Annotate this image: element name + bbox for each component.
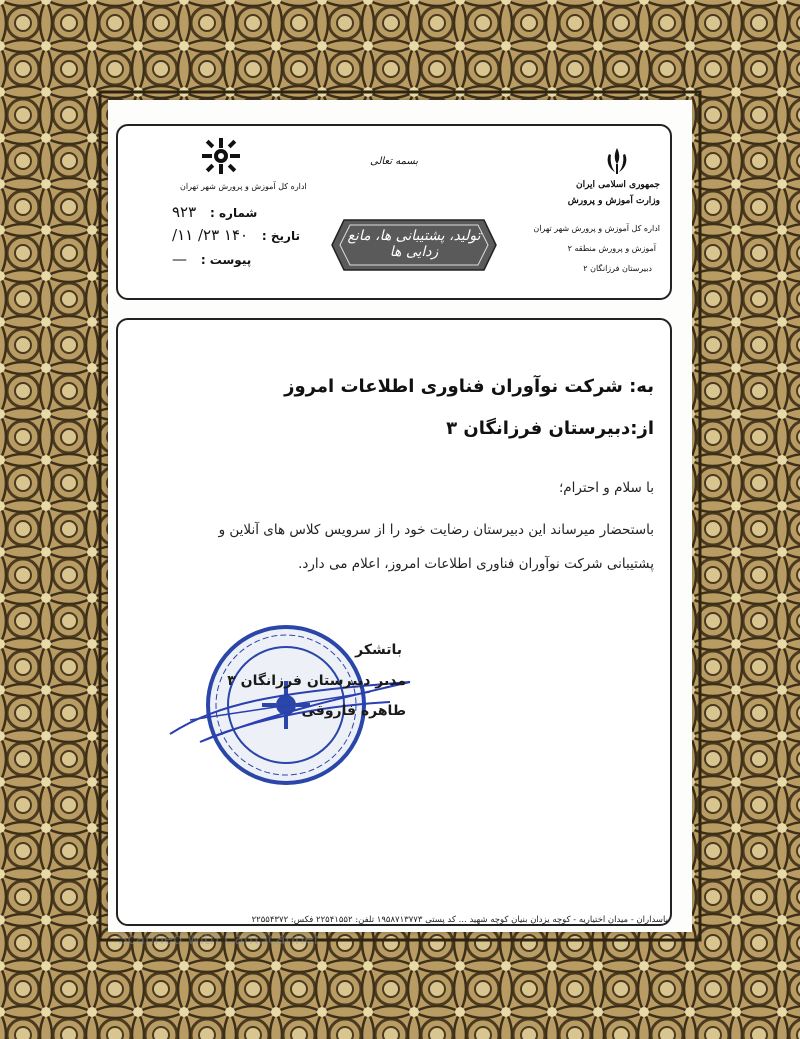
ministry-name-line2: وزارت آموزش و پرورش (567, 196, 660, 206)
letter-date-row (172, 226, 300, 244)
recipient-line: به: شرکت نوآوران فناوری اطلاعات امروز (284, 376, 654, 397)
sender-line: از:دبیرستان فرزانگان ۳ (446, 418, 654, 439)
letter-attachment-row (172, 250, 251, 268)
organization-name: اداره کل آموزش و پرورش شهر تهران (180, 182, 307, 191)
scanner-watermark: Scanned with CamScanner (118, 930, 320, 948)
body-paragraph-line1: باستحضار میرساند این دبیرستان رضایت خود را از سرویس کلاس های آنلاین و (218, 522, 654, 538)
signer-name: طاهره فاروقی (301, 703, 406, 719)
basmala-heading: بسمه تعالی (370, 156, 419, 167)
number-value: ۹۲۳ (172, 203, 197, 221)
ministry-name-line5: دبیرستان فرزانگان ۲ (583, 264, 652, 273)
date-label: تاریخ : (261, 229, 300, 243)
number-label: شماره : (210, 206, 258, 220)
closing-text: باتشکر (355, 642, 402, 658)
slogan-text: تولید، پشتیبانی ها، مانع زدایی ها (347, 228, 481, 260)
attachment-value: — (172, 250, 187, 268)
greeting-text: با سلام و احترام؛ (558, 480, 654, 496)
date-value: ۱۴۰ ۲۳/ ۱۱/ (172, 226, 249, 244)
iran-emblem-icon (602, 146, 632, 180)
attachment-label: پیوست : (200, 253, 252, 267)
organization-logo-icon (198, 136, 244, 180)
ministry-name-line4: آموزش و پرورش منطقه ۲ (567, 244, 656, 253)
signer-title: مدیر دبیرستان فرزانگان ۳ (227, 673, 406, 689)
body-paragraph-line2: پشتیبانی شرکت نوآوران فناوری اطلاعات امروز، اعلام می دارد. (298, 556, 654, 572)
ministry-name-line1: جمهوری اسلامی ایران (575, 180, 660, 190)
footer-address: پاسداران - میدان اختیاریه - کوچه یزدان بنیان کوچه شهید ... کد پستی ۱۹۵۸۷۱۳۷۷۳ تلفن: ۲۲۵۴۱۵۵۲ فکس: ۲۲۵۵۴۳۷۲ (251, 915, 668, 925)
ministry-name-line3: اداره کل آموزش و پرورش شهر تهران (533, 224, 660, 233)
letter-number-row (172, 203, 257, 221)
